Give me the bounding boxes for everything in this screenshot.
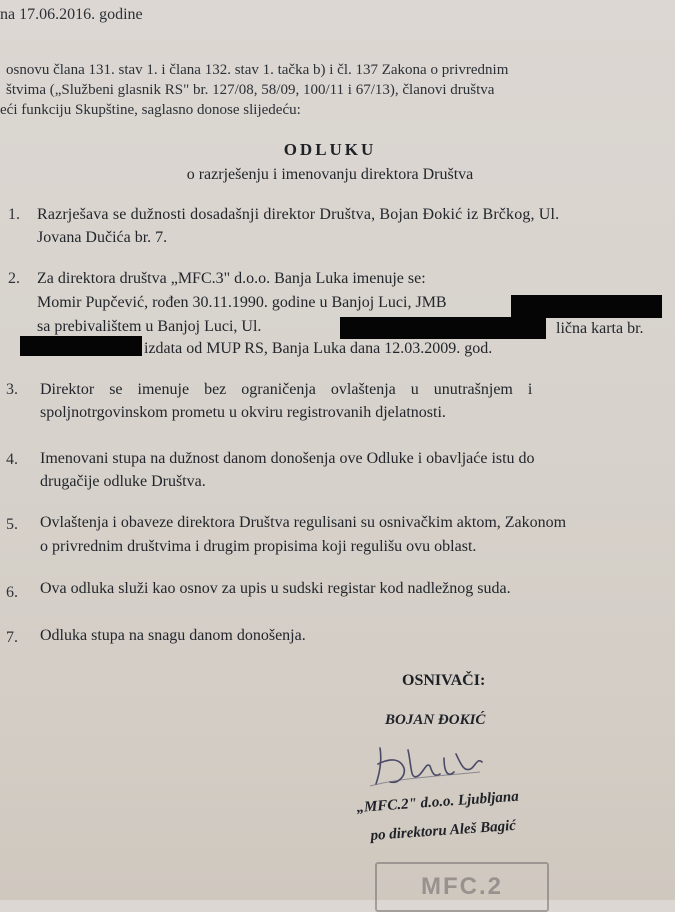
- item-2-line-1: Za direktora društva „MFC.3" d.o.o. Banja Luka imenuje se:: [37, 270, 426, 287]
- intro-line-3: eći funkciju Skupštine, saglasno donose slijedeću:: [0, 102, 301, 118]
- item-3-line-1: Direktor se imenuje bez ograničenja ovlaštenja u unutrašnjem i: [40, 381, 533, 398]
- item-number-3: 3.: [6, 381, 18, 398]
- item-1-line-1: Razrješava se dužnosti dosadašnji direktor Društva, Bojan Đokić iz Brčkog, Ul.: [37, 206, 560, 223]
- signatory-name-1: BOJAN ĐOKIĆ: [385, 712, 486, 728]
- intro-line-2: štvima („Službeni glasnik RS" br. 127/08, 58/09, 100/11 i 67/13), članovi društva: [6, 82, 495, 98]
- company-line-1: „MFC.2" d.o.o. Ljubljana: [356, 788, 520, 816]
- item-2-line-4: izdata od MUP RS, Banja Luka dana 12.03.2009. god.: [144, 340, 493, 357]
- company-stamp: MFC.2: [375, 862, 549, 912]
- item-number-6: 6.: [6, 584, 18, 601]
- item-4-line-2: drugačije odluke Društva.: [40, 473, 206, 490]
- item-number-5: 5.: [6, 516, 18, 533]
- founders-heading: OSNIVAČI:: [402, 672, 486, 689]
- item-2-line-2: Momir Pupčević, rođen 30.11.1990. godine u Banjoj Luci, JMB: [37, 294, 447, 311]
- company-line-2: po direktoru Aleš Bagić: [370, 817, 517, 844]
- item-number-1: 1.: [8, 206, 20, 223]
- item-number-7: 7.: [6, 629, 18, 646]
- redaction-jmb: [511, 295, 662, 318]
- item-4-line-1: Imenovani stupa na dužnost danom donošenja ove Odluke i obavljaće istu do: [40, 450, 535, 467]
- item-6-line-1: Ova odluka služi kao osnov za upis u sudski registar kod nadležnog suda.: [40, 580, 511, 597]
- item-5-line-2: o privrednim društvima i drugim propisima koji regulišu ovu oblast.: [40, 538, 477, 555]
- date-line: na 17.06.2016. godine: [0, 6, 143, 23]
- item-2-id-card: lična karta br.: [556, 320, 644, 337]
- intro-line-1: osnovu člana 131. stav 1. i člana 132. stav 1. tačka b) i čl. 137 Zakona o privrednim: [6, 62, 509, 78]
- document-subtitle: o razrješenju i imenovanju direktora Društva: [186, 166, 474, 183]
- redaction-id-number: [20, 336, 142, 356]
- item-2-line-3: sa prebivalištem u Banjoj Luci, Ul.: [37, 318, 262, 335]
- document-title: ODLUKU: [283, 140, 377, 159]
- item-3-line-2: spoljnotrgovinskom prometu u okviru registrovanih djelatnosti.: [40, 404, 446, 421]
- handwritten-signature: [360, 728, 500, 798]
- item-number-2: 2.: [8, 270, 20, 287]
- redaction-address: [340, 317, 546, 339]
- item-number-4: 4.: [6, 451, 18, 468]
- item-5-line-1: Ovlaštenja i obaveze direktora Društva regulisani su osnivačkim aktom, Zakonom: [40, 514, 567, 531]
- item-1-line-2: Jovana Dučića br. 7.: [37, 229, 168, 246]
- item-7-line-1: Odluka stupa na snagu danom donošenja.: [40, 627, 306, 644]
